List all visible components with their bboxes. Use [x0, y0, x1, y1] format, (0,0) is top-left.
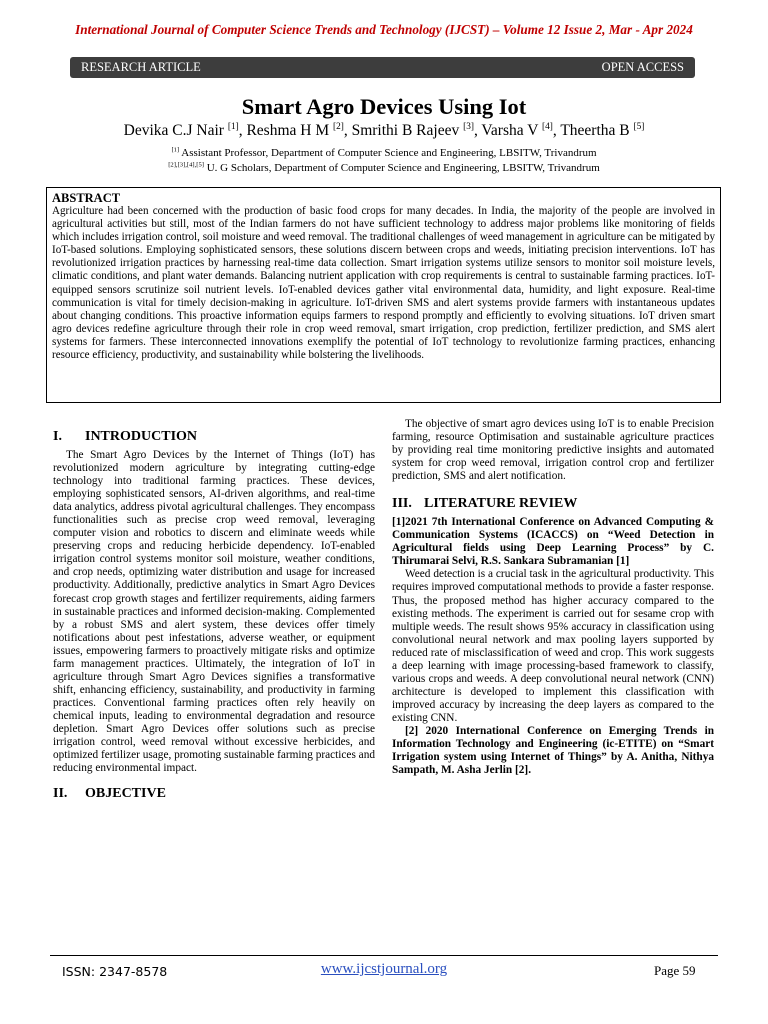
- affiliation: [0, 147, 768, 159]
- footer-page-number: Page 59: [654, 963, 696, 978]
- left-column: [53, 418, 375, 806]
- journal-header: International Journal of Computer Science Trends and Technology (IJCST) – Volume 12 Issue 2, Mar - Apr 2024: [75, 22, 693, 37]
- author-ref: [3]: [463, 121, 474, 132]
- author-name: Theertha B: [560, 122, 630, 139]
- section-heading-literature-review: [392, 495, 714, 512]
- open-access-label: OPEN ACCESS: [601, 60, 684, 74]
- abstract-text: Agriculture had been concerned with the production of basic food crops for many decades. In India, the majority of the people are involved in agricultural activities but still, most of the Indian farmers do not have sufficient technology to address major problems like monitoring of fields which includes irrigation control, soil moisture and weed removal. The traditional challenges of weed management in agriculture can be mitigated by IoT-based solutions. Employing sophisticated sensors, these solutions discern between crops and weeds, initiating precision interventions. IoT has revolutionized irrigation practices by harnessing real-time data collection. Smart irrigation systems utilize sensors to monitor soil moisture levels, climatic conditions, and plant water demands. Balancing nutrient application with crop requirements is central to sustainable farming practices. IoT-equipped sensors scrutinize soil nutrient levels. IoT-enabled devices gather vital environmental data, humidity, and light exposure. Real-time communication is vital for timely decision-making in agriculture. IoT-driven SMS and alert systems provide farmers with instantaneous updates about changing conditions. This proactive information equips farmers to respond promptly and efficiently to evolving situations. IoT driven smart agro devices redefine agriculture through their role in crop weed removal, smart irrigation, crop prediction, fertilizer prediction, and SMS alert systems for farmers. These interconnected innovations exemplify the potential of IoT technology to revolutionize farming practices, enhancing resource efficiency, productivity, and sustainability while bolstering the livelihoods.: [52, 205, 715, 362]
- author-name: Devika C.J Nair: [123, 122, 224, 139]
- paper-title: Smart Agro Devices Using Iot: [241, 94, 527, 119]
- abstract-box: [46, 187, 721, 403]
- affiliation-ref: [1]: [171, 146, 180, 154]
- section-number: II.: [53, 786, 68, 802]
- affiliation-text: Assistant Professor, Department of Computer Science and Engineering, LBSITW, Trivandrum: [181, 147, 597, 159]
- author-ref: [2]: [332, 121, 344, 132]
- objective-paragraph: The objective of smart agro devices using IoT is to enable Precision farming, resource Optimisation and sustainable agriculture practices by providing real time monitoring predictive insights and automated system for crop weed removal, irrigation control crop and fertilizer prediction, SMS and alert notification.: [392, 418, 714, 483]
- affiliation-text: U. G Scholars, Department of Computer Science and Engineering, LBSITW, Trivandrum: [206, 162, 600, 174]
- author-name: Smrithi B Rajeev: [351, 122, 460, 139]
- reference-1-heading: [1]2021 7th International Conference on Advanced Computing & Communication Systems (ICACCS) on “Weed Detection in Agricultural fields using Deep Learning Process” by C. Thirumarai Selvi, R.S. Sankara Subramanian [1]: [392, 516, 714, 568]
- author-ref: [5]: [633, 121, 645, 132]
- author-ref: [4]: [541, 121, 553, 132]
- footer-journal-link[interactable]: www.ijcstjournal.org: [320, 961, 448, 977]
- section-title: INTRODUCTION: [85, 429, 198, 444]
- section-number: I.: [53, 429, 62, 444]
- abstract-heading: ABSTRACT: [52, 191, 121, 205]
- footer-divider: [50, 955, 718, 956]
- footer-issn: ISSN: 2347-8578: [62, 964, 168, 979]
- reference-2-heading: [2] 2020 International Conference on Emerging Trends in Information Technology and Engineering (ic-ETITE) on “Smart Irrigation system using Internet of Things” by A. Anitha, Nithya Sampath, M. Asha Jerlin [2].: [392, 724, 714, 777]
- author-list: Devika C.J Nair [1], Reshma H M [2], Smrithi B Rajeev [3], Varsha V [4], Theertha B [5]: [123, 121, 645, 139]
- right-column: [392, 418, 714, 777]
- affiliation: [0, 162, 768, 174]
- author-name: Reshma H M: [246, 122, 330, 139]
- article-type-banner: [70, 57, 695, 78]
- section-title: OBJECTIVE: [85, 786, 166, 802]
- section-number: III.: [392, 496, 412, 512]
- affiliation-ref: [2],[3],[4],[5]: [168, 161, 204, 169]
- reference-1-paragraph: Weed detection is a crucial task in the agricultural productivity. This requires improved computational methods to provide a faster response. Thus, the proposed method has higher accuracy compared to the existing methods. The experiment is carried out for sesame crop with multiple weeds. The result shows 95% accuracy in classification using convolutional neural network and max pooling layers supported by reduced rate of misclassification of weed and crop. This work suggests a deep learning with image processing-based framework to classify, various crops and weeds. A deep convolutional neural network (CNN) architecture is developed to implement this classification with improved accuracy by increasing the deep layers as compared to the existing CNN.: [392, 568, 714, 724]
- author-ref: [1]: [227, 121, 239, 132]
- section-heading-introduction: [53, 428, 375, 445]
- section-title: LITERATURE REVIEW: [424, 496, 578, 512]
- research-article-label: RESEARCH ARTICLE: [81, 60, 201, 74]
- author-name: Varsha V: [481, 122, 539, 139]
- introduction-paragraph: The Smart Agro Devices by the Internet of Things (IoT) has revolutionized modern agriculture by integrating cutting-edge technology into traditional farming practices. These devices, employing sophisticated sensors, AI-driven algorithms, and real-time data analytics, address pivotal agricultural challenges. They encompass functionalities such as precise crop weed removal, leveraging computer vision and robotics to discern and eliminate weeds while preserving crops and reducing herbicide dependency. IoT-enabled irrigation control systems monitor soil moisture, weather conditions, and crop needs, optimizing water distribution and usage for increased productivity. Additionally, predictive analytics in Smart Agro Devices forecast crop growth stages and fertilizer requirements, aiding farmers in sustainable practices and informed decision-making. Complemented by a robust SMS and alert system, these devices offer timely notifications about pest infestations, adverse weather, or equipment issues, empowering farmers to proactively mitigate risks and optimize farm management practices. Ultimately, the integration of IoT in agriculture through Smart Agro Devices signifies a transformative shift, enhancing efficiency, sustainability, and productivity in farming practices. Conventional farming practices often rely heavily on chemical inputs, leading to environmental degradation and resource depletion. Smart Agro Devices offer solutions such as precise irrigation control, weed removal without excessive herbicides, and optimized fertilizer usage, promoting sustainable farming practices and reducing environmental impact.: [53, 449, 375, 775]
- section-heading-objective: [53, 785, 375, 802]
